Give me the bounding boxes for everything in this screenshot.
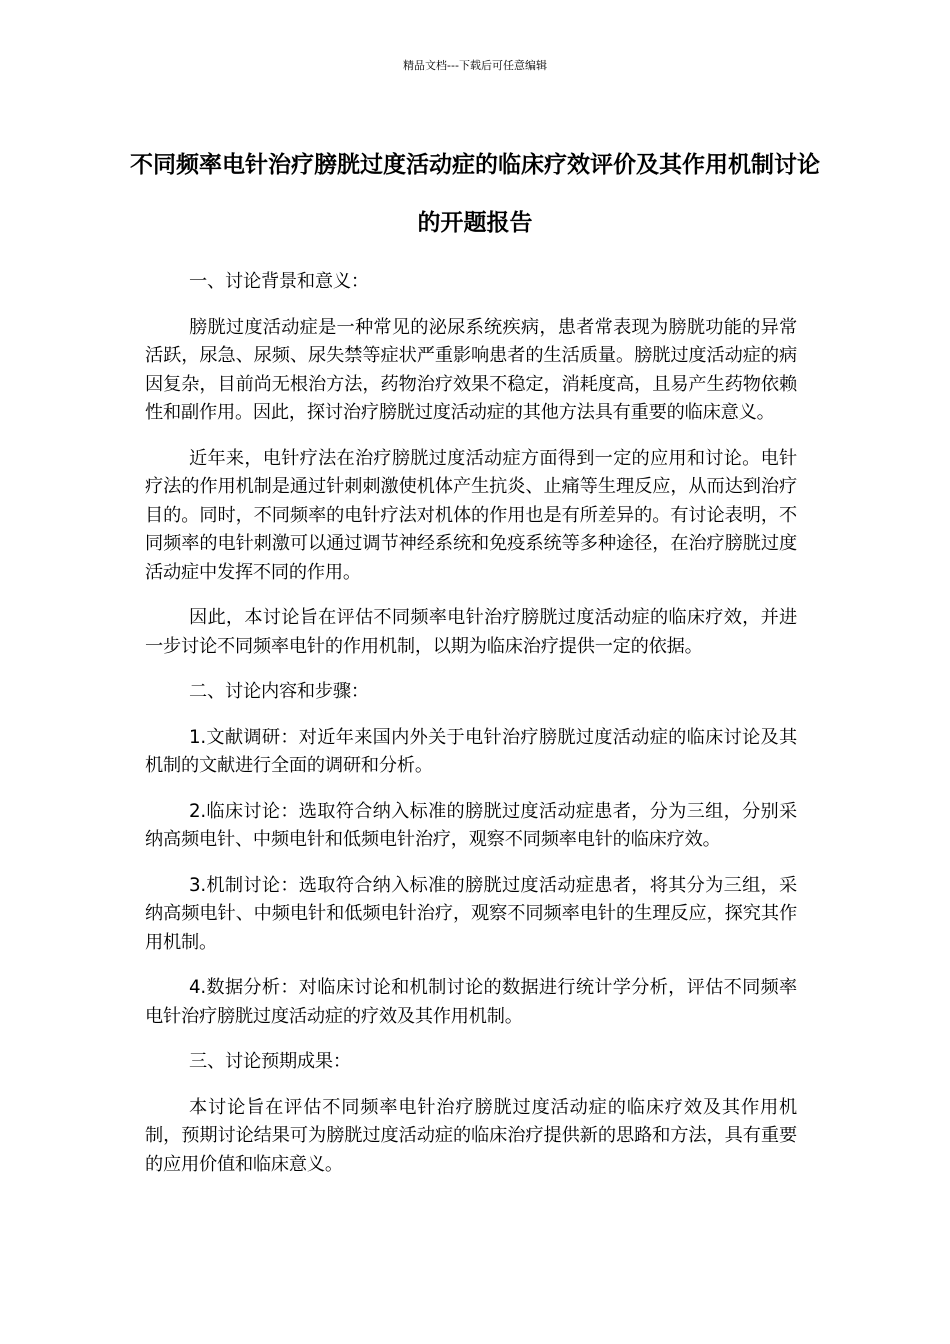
paragraph-background-3: 因此，本讨论旨在评估不同频率电针治疗膀胱过度活动症的临床疗效，并进一步讨论不同频率电针的作用机制，以期为临床治疗提供一定的依据。 <box>145 607 797 657</box>
section-heading-content: 二、讨论内容和步骤： <box>189 681 369 702</box>
page-header: 精品文档---下载后可任意编辑 <box>403 59 547 72</box>
section-heading-background: 一、讨论背景和意义： <box>189 271 369 292</box>
document-body <box>145 268 797 1196</box>
step-literature-review: 1.文献调研：对近年来国内外关于电针治疗膀胱过度活动症的临床讨论及其机制的文献进行全面的调研和分析。 <box>145 726 797 776</box>
paragraph-background-1: 膀胱过度活动症是一种常见的泌尿系统疾病，患者常表现为膀胱功能的异常活跃，尿急、尿频、尿失禁等症状严重影响患者的生活质量。膀胱过度活动症的病因复杂，目前尚无根治方法，药物治疗效果不稳定，消耗度高，且易产生药物依赖性和副作用。因此，探讨治疗膀胱过度活动症的其他方法具有重要的临床意义。 <box>145 316 797 423</box>
document-title: 不同频率电针治疗膀胱过度活动症的临床疗效评价及其作用机制讨论的开题报告 <box>130 152 820 236</box>
step-clinical-study: 2.临床讨论：选取符合纳入标准的膀胱过度活动症患者，分为三组，分别采纳高频电针、中频电针和低频电针治疗，观察不同频率电针的临床疗效。 <box>145 800 797 850</box>
section-heading-outcomes: 三、讨论预期成果： <box>189 1051 351 1072</box>
step-data-analysis: 4.数据分析：对临床讨论和机制讨论的数据进行统计学分析，评估不同频率电针治疗膀胱过度活动症的疗效及其作用机制。 <box>145 977 797 1027</box>
paragraph-outcomes: 本讨论旨在评估不同频率电针治疗膀胱过度活动症的临床疗效及其作用机制，预期讨论结果可为膀胱过度活动症的临床治疗提供新的思路和方法，具有重要的应用价值和临床意义。 <box>145 1096 797 1175</box>
paragraph-background-2: 近年来，电针疗法在治疗膀胱过度活动症方面得到一定的应用和讨论。电针疗法的作用机制是通过针刺刺激使机体产生抗炎、止痛等生理反应，从而达到治疗目的。同时，不同频率的电针疗法对机体的作用也是有所差异的。有讨论表明，不同频率的电针刺激可以通过调节神经系统和免疫系统等多种途径，在治疗膀胱过度活动症中发挥不同的作用。 <box>145 447 797 583</box>
step-mechanism-study: 3.机制讨论：选取符合纳入标准的膀胱过度活动症患者，将其分为三组，采纳高频电针、中频电针和低频电针治疗，观察不同频率电针的生理反应，探究其作用机制。 <box>145 874 797 953</box>
